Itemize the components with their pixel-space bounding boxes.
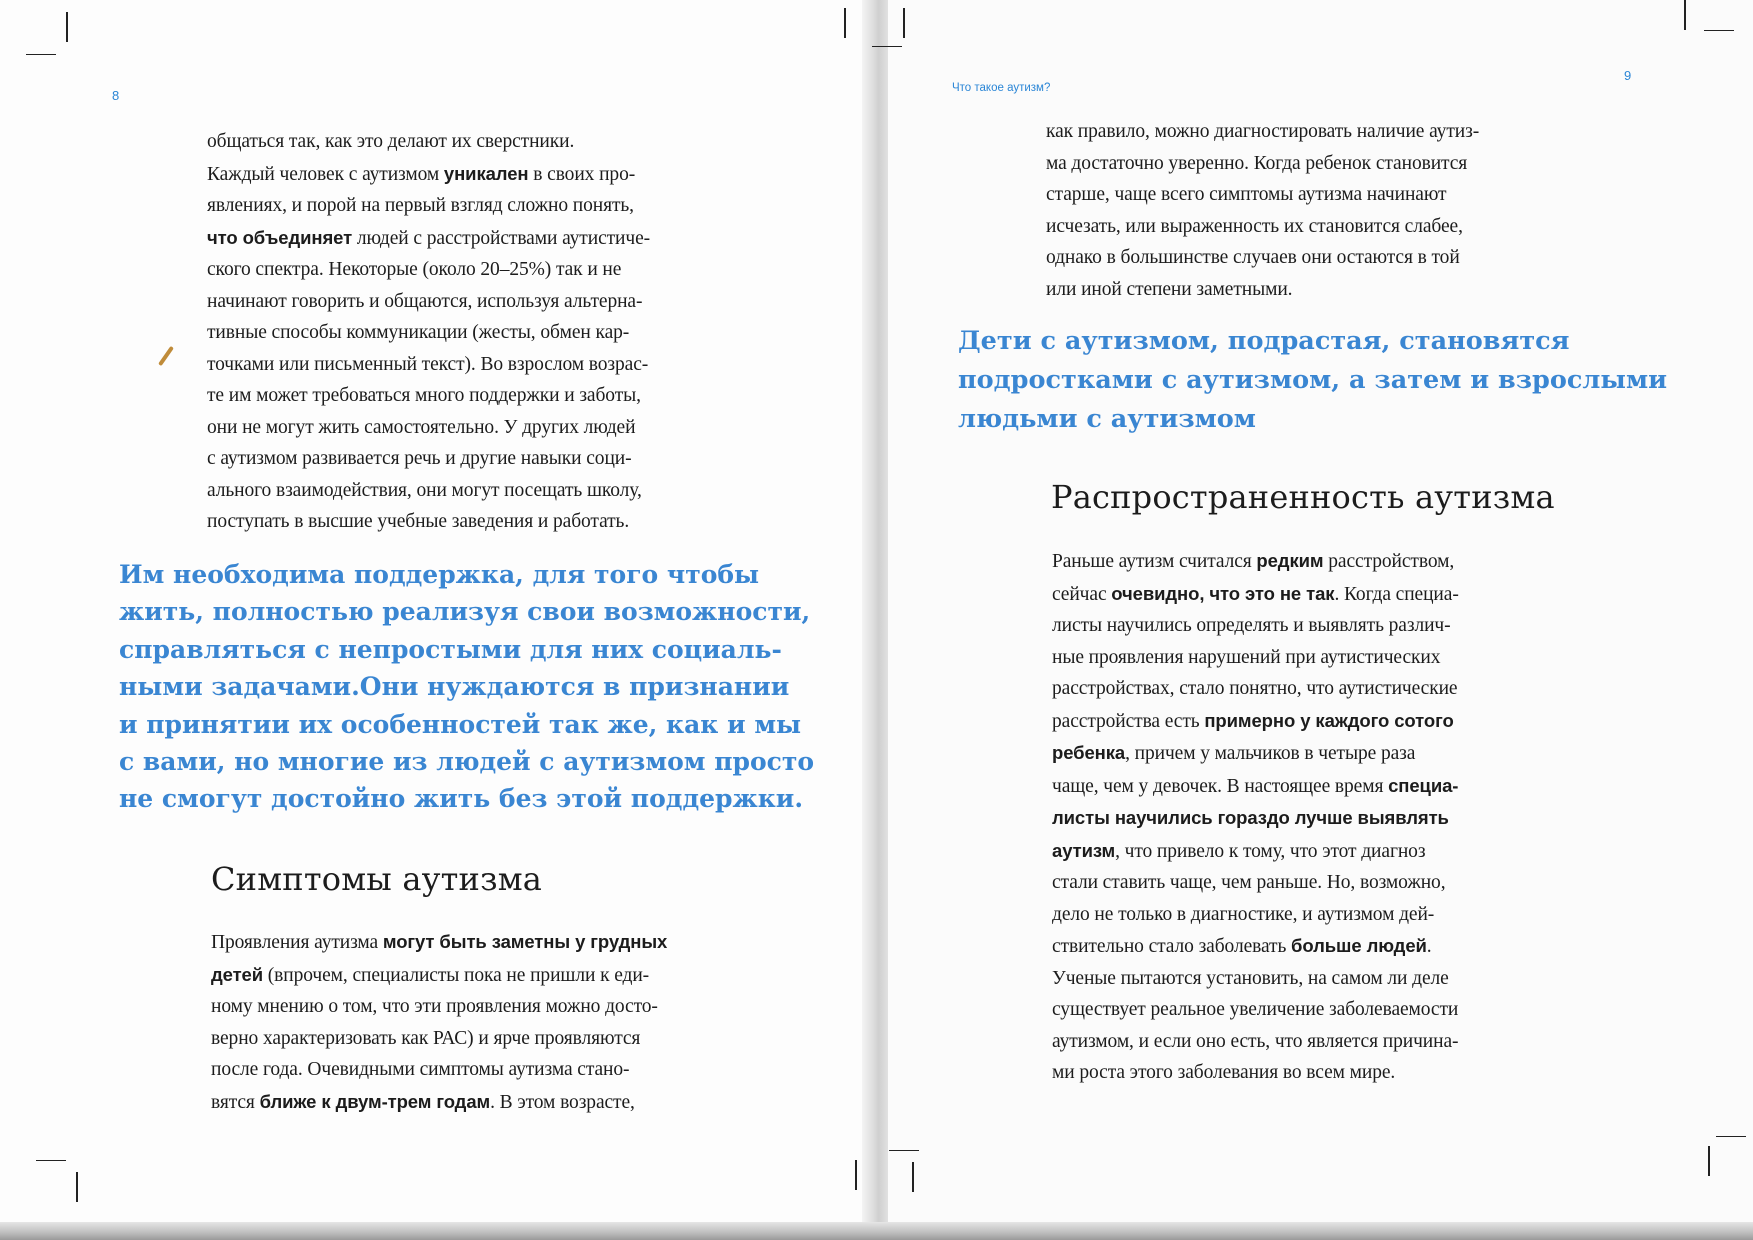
text-line xyxy=(207,286,650,318)
text-line xyxy=(1052,1057,1459,1089)
page-number-left: 8 xyxy=(112,88,120,103)
text-run: с аутизмом развивается речь и другие навыки соци- xyxy=(207,448,632,469)
pull-quote-line: подростками с аутизмом, а затем и взрослыми xyxy=(958,365,1668,395)
text-run: ному мнению о том, что эти проявления можно досто- xyxy=(211,996,658,1017)
crop-mark xyxy=(903,8,905,38)
text-run: (впрочем, специалисты пока не пришли к еди- xyxy=(263,964,650,986)
text-line xyxy=(1052,1026,1459,1058)
text-line xyxy=(207,349,650,381)
bold-run: ближе к двум-трем годам xyxy=(259,1090,491,1112)
text-run: Каждый человек с аутизмом xyxy=(207,163,444,185)
text-line xyxy=(211,1086,667,1119)
pull-quote-line: справляться с непростыми для них социаль- xyxy=(119,634,782,664)
text-line xyxy=(1052,994,1459,1026)
right-paragraph-prevalence xyxy=(1052,545,1459,1089)
bold-run: примерно у каждого сотого xyxy=(1204,709,1454,731)
bold-run: редким xyxy=(1256,550,1324,571)
text-run: старше, чаще всего симптомы аутизма начинают xyxy=(1046,184,1447,205)
pull-quote-line: жить, полностью реализуя свои возможности, xyxy=(119,597,811,627)
crop-mark xyxy=(855,1160,857,1190)
bold-run: что объединяет xyxy=(207,226,353,248)
text-line xyxy=(1052,899,1459,931)
right-paragraph-intro xyxy=(1046,116,1479,305)
text-run: ные проявления нарушений при аутистических xyxy=(1052,646,1441,668)
text-run: те им может требоваться много поддержки и заботы, xyxy=(207,385,641,406)
crop-mark xyxy=(844,8,846,38)
text-run: расстройством, xyxy=(1323,551,1455,572)
text-run: Ученые пытаются установить, на самом ли деле xyxy=(1052,967,1449,989)
crop-mark xyxy=(1704,30,1734,31)
text-line xyxy=(1052,802,1459,835)
text-run: дело не только в диагностике, и аутизмом дей- xyxy=(1052,903,1435,925)
text-run: точками или письменный текст). Во взрослом возрас- xyxy=(207,353,649,375)
text-run: сейчас xyxy=(1052,583,1112,605)
text-run: однако в большинстве случаев они остаются в той xyxy=(1046,247,1460,268)
text-run: ствительно стало заболевать xyxy=(1052,936,1292,957)
text-run: начинают говорить и общаются, используя альтерна- xyxy=(207,290,643,312)
text-run: . В этом возрасте, xyxy=(490,1091,635,1113)
pull-quote-line: ными задачами.Они нуждаются в признании xyxy=(119,672,790,702)
text-line xyxy=(1052,867,1459,899)
text-run: аутизмом, и если оно есть, что является причина- xyxy=(1052,1030,1459,1052)
text-run: людей с расстройствами аутистиче- xyxy=(352,227,651,249)
text-line xyxy=(207,380,650,412)
pull-quote-line: людьми с аутизмом xyxy=(958,404,1256,434)
text-line xyxy=(1052,545,1459,578)
text-line xyxy=(1046,116,1479,148)
bold-run: детей xyxy=(211,963,264,985)
section-heading-prevalence: Распространенность аутизма xyxy=(1051,478,1555,516)
text-line xyxy=(1052,835,1459,868)
text-line xyxy=(1052,770,1459,803)
left-paragraph-intro xyxy=(207,126,650,538)
crop-mark xyxy=(76,1172,78,1202)
text-line xyxy=(207,443,650,475)
text-line xyxy=(207,222,650,255)
bold-run: могут быть заметны у грудных xyxy=(382,931,668,952)
text-run: общаться так, как это делают их сверстники. xyxy=(207,131,575,152)
text-run: тивные способы коммуникации (жесты, обмен кар- xyxy=(207,322,630,343)
text-line xyxy=(211,991,667,1023)
crop-mark xyxy=(872,46,902,47)
text-run: явлениях, и порой на первый взгляд сложно понять, xyxy=(207,195,634,216)
bold-run: очевидно, что это не так xyxy=(1111,582,1335,604)
text-line xyxy=(1052,963,1459,995)
text-run: вятся xyxy=(211,1091,260,1113)
text-run: верно характеризовать как РАС) и ярче проявляются xyxy=(211,1027,641,1049)
text-run: . Когда специа- xyxy=(1334,583,1459,605)
left-paragraph-symptoms xyxy=(211,926,667,1118)
text-line xyxy=(211,1023,667,1055)
left-pull-quote xyxy=(119,556,814,818)
scan-bottom-shadow xyxy=(0,1222,1753,1240)
text-line xyxy=(1052,737,1459,770)
text-line xyxy=(1046,179,1479,211)
pull-quote-line: с вами, но многие из людей с аутизмом просто xyxy=(119,747,815,777)
text-run: ма достаточно уверенно. Когда ребенок становится xyxy=(1046,152,1468,174)
text-line xyxy=(1046,242,1479,274)
text-line xyxy=(1046,211,1479,243)
text-line xyxy=(1052,930,1459,963)
bold-run: аутизм xyxy=(1052,839,1116,861)
pull-quote-line: Дети с аутизмом, подрастая, становятся xyxy=(958,326,1570,356)
text-run: . xyxy=(1426,936,1432,957)
text-run: стали ставить чаще, чем раньше. Но, возможно, xyxy=(1052,872,1446,893)
text-run: , что привело к тому, что этот диагноз xyxy=(1115,840,1426,862)
text-line xyxy=(207,158,650,191)
text-line xyxy=(207,506,650,538)
text-run: как правило, можно диагностировать наличие аутиз- xyxy=(1046,121,1480,142)
right-pull-quote xyxy=(958,322,1667,439)
text-run: ми роста этого заболевания во всем мире. xyxy=(1052,1062,1396,1083)
text-run: расстройствах, стало понятно, что аутистические xyxy=(1052,678,1458,699)
crop-mark xyxy=(26,54,56,55)
bold-run: листы научились гораздо лучше выявлять xyxy=(1052,807,1449,828)
crop-mark xyxy=(66,12,68,42)
text-line xyxy=(1046,148,1479,180)
text-run: расстройства есть xyxy=(1052,710,1205,732)
pull-quote-line: и принятии их особенностей так же, как и мы xyxy=(119,709,802,739)
text-line xyxy=(211,926,667,959)
text-line xyxy=(1046,274,1479,306)
text-run: существует реальное увеличение заболеваемости xyxy=(1052,999,1459,1020)
text-line xyxy=(207,254,650,286)
text-line xyxy=(207,190,650,222)
text-line xyxy=(1052,705,1459,738)
text-line xyxy=(211,959,667,992)
text-line xyxy=(207,126,650,158)
text-run: чаще, чем у девочек. В настоящее время xyxy=(1052,775,1389,797)
bold-run: больше людей xyxy=(1291,935,1427,956)
text-run: в своих про- xyxy=(528,163,636,185)
crop-mark xyxy=(1708,1146,1710,1176)
crop-mark xyxy=(1684,0,1686,30)
text-run: листы научились определять и выявлять различ- xyxy=(1052,615,1451,636)
text-line xyxy=(1052,642,1459,674)
crop-mark xyxy=(889,1150,919,1151)
text-line xyxy=(1052,578,1459,611)
text-line xyxy=(211,1054,667,1086)
text-run: ального взаимодействия, они могут посещать школу, xyxy=(207,479,642,501)
text-run: после года. Очевидными симптомы аутизма стано- xyxy=(211,1059,630,1080)
bold-run: уникален xyxy=(443,162,529,184)
text-run: исчезать, или выраженность их становится слабее, xyxy=(1046,215,1463,237)
bold-run: ребенка xyxy=(1052,742,1126,763)
running-head: Что такое аутизм? xyxy=(952,82,1051,94)
pull-quote-line: не смогут достойно жить без этой поддержки. xyxy=(119,784,804,814)
text-line xyxy=(1052,673,1459,705)
pull-quote-line: Им необходима поддержка, для того чтобы xyxy=(119,560,760,589)
text-run: ского спектра. Некоторые (около 20–25%) так и не xyxy=(207,259,622,280)
text-run: , причем у мальчиков в четыре раза xyxy=(1125,743,1416,764)
section-heading-symptoms: Симптомы аутизма xyxy=(211,860,543,898)
bold-run: специа- xyxy=(1388,774,1459,796)
text-run: или иной степени заметными. xyxy=(1046,278,1293,300)
text-run: поступать в высшие учебные заведения и работать. xyxy=(207,511,630,532)
page-number-right: 9 xyxy=(1624,68,1632,83)
text-line xyxy=(207,412,650,444)
crop-mark xyxy=(912,1162,914,1192)
crop-mark xyxy=(36,1160,66,1161)
crop-mark xyxy=(1716,1136,1746,1137)
text-line xyxy=(1052,610,1459,642)
text-run: Проявления аутизма xyxy=(211,932,383,953)
text-run: они не могут жить самостоятельно. У других людей xyxy=(207,416,636,438)
text-line xyxy=(207,475,650,507)
text-run: Раньше аутизм считался xyxy=(1052,551,1257,572)
text-line xyxy=(207,317,650,349)
